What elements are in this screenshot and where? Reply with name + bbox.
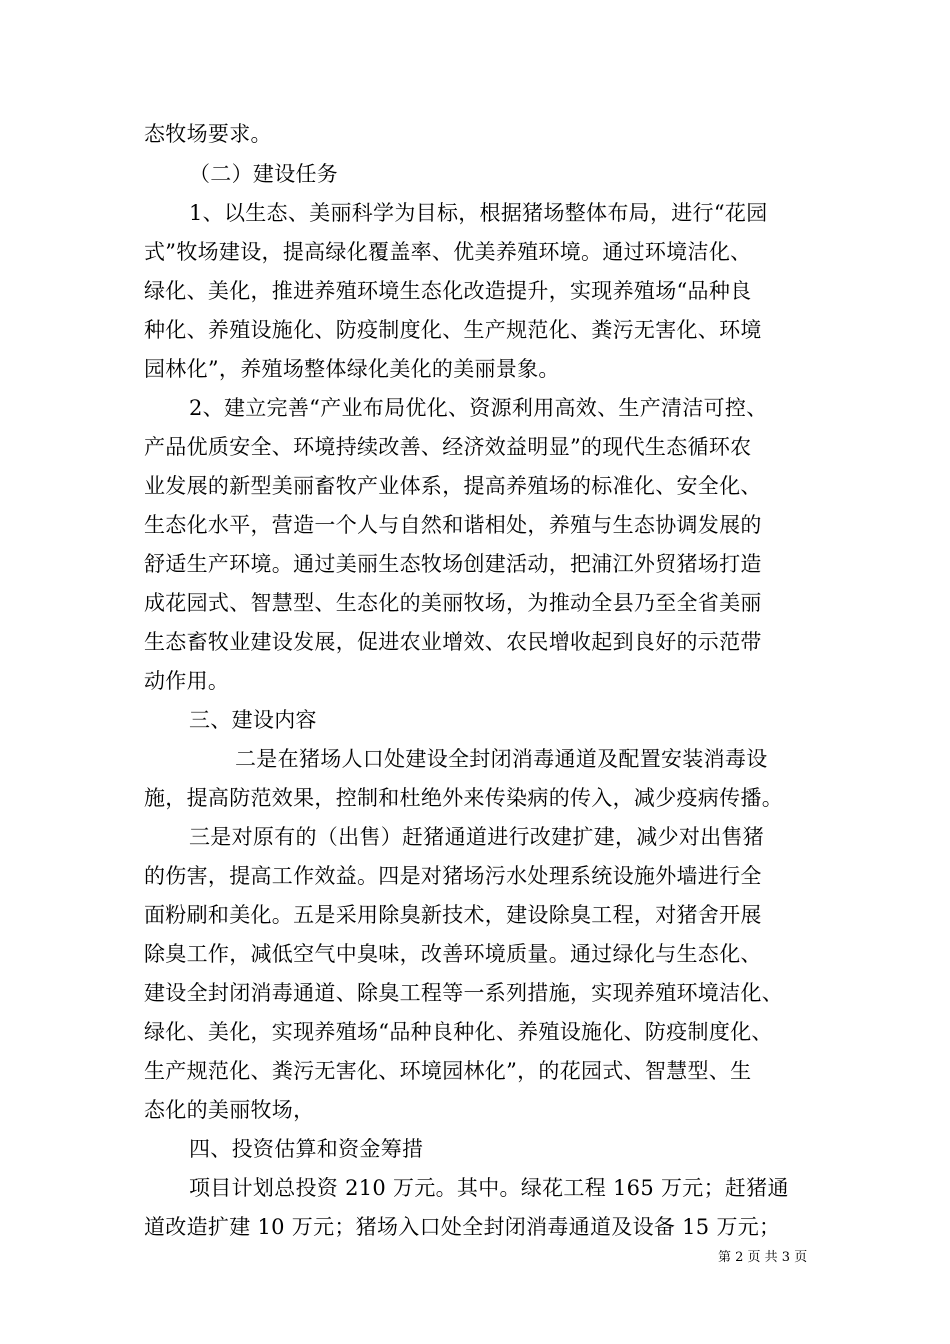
- text-line-6: 种化、养殖设施化、防疫制度化、生产规范化、粪污无害化、环境: [144, 318, 762, 342]
- text-line-28: 项目计划总投资 210 万元。其中。绿花工程 165 万元；赶猪通: [189, 1176, 789, 1200]
- text-line-11: 生态化水平，营造一个人与自然和谐相处，养殖与生态协调发展的: [144, 513, 762, 537]
- text-line-13: 成花园式、智慧型、生态化的美丽牧场，为推动全县乃至全省美丽: [144, 591, 762, 615]
- section-heading-construction-content: 三、建设内容: [189, 708, 317, 732]
- text-line-23: 建设全封闭消毒通道、除臭工程等一系列措施，实现养殖环境洁化、: [144, 981, 783, 1005]
- text-line-12: 舒适生产环境。通过美丽生态牧场创建活动，把浦江外贸猪场打造: [144, 552, 762, 576]
- text-line-24: 绿化、美化，实现养殖场“品种良种化、养殖设施化、防疫制度化、: [144, 1020, 773, 1044]
- text-line-21: 面粉刷和美化。五是采用除臭新技术，建设除臭工程，对猪舍开展: [144, 903, 762, 927]
- section-heading-construction-tasks: （二）建设任务: [189, 162, 339, 186]
- text-line-25: 生产规范化、粪污无害化、环境园林化”，的花园式、智慧型、生: [144, 1059, 752, 1083]
- text-line-15: 动作用。: [144, 669, 230, 693]
- section-heading-investment: 四、投资估算和资金筹措: [189, 1137, 424, 1161]
- text-line-3: 1、以生态、美丽科学为目标，根据猪场整体布局，进行“花园: [189, 201, 768, 225]
- text-line-9: 产品优质安全、环境持续改善、经济效益明显”的现代生态循环农: [144, 435, 752, 459]
- text-line-1: 态牧场要求。: [144, 122, 272, 146]
- text-line-7: 园林化”，养殖场整体绿化美化的美丽景象。: [144, 357, 560, 381]
- text-line-8: 2、建立完善“产业布局优化、资源利用高效、生产清洁可控、: [189, 396, 768, 420]
- text-line-17: 二是在猪场人口处建设全封闭消毒通道及配置安装消毒设: [235, 747, 768, 771]
- text-line-4: 式”牧场建设，提高绿化覆盖率、优美养殖环境。通过环境洁化、: [144, 240, 752, 264]
- page-number-footer: 第 2 页 共 3 页: [718, 1250, 808, 1265]
- text-line-20: 的伤害，提高工作效益。四是对猪场污水处理系统设施外墙进行全: [144, 864, 762, 888]
- text-line-5: 绿化、美化，推进养殖环境生态化改造提升，实现养殖场“品种良: [144, 279, 752, 303]
- text-line-22: 除臭工作，减低空气中臭味，改善环境质量。通过绿化与生态化、: [144, 942, 762, 966]
- text-line-29: 道改造扩建 10 万元；猪场入口处全封闭消毒通道及设备 15 万元；: [144, 1215, 781, 1239]
- text-line-14: 生态畜牧业建设发展，促进农业增效、农民增收起到良好的示范带: [144, 630, 762, 654]
- text-line-18: 施，提高防范效果，控制和杜绝外来传染病的传入，减少疫病传播。: [144, 786, 783, 810]
- text-line-26: 态化的美丽牧场，: [144, 1098, 315, 1122]
- text-line-10: 业发展的新型美丽畜牧产业体系，提高养殖场的标准化、安全化、: [144, 474, 762, 498]
- text-line-19: 三是对原有的（出售）赶猪通道进行改建扩建，减少对出售猪: [189, 825, 765, 849]
